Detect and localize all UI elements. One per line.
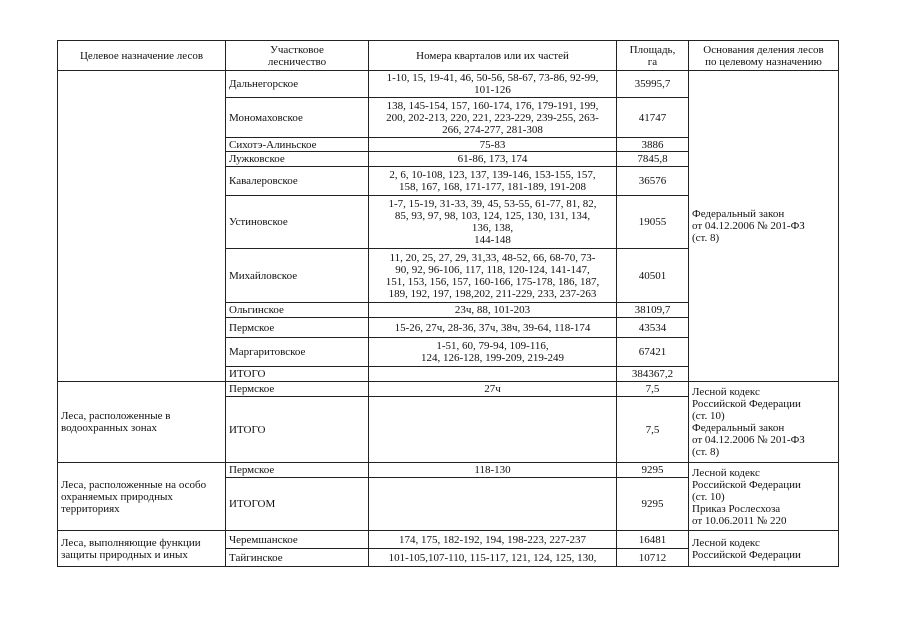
quarters-cell-empty [369,397,617,463]
quarters-cell: 61-86, 173, 174 [369,152,617,167]
purpose-cell: Леса, выполняющие функции защиты природных и иных [58,531,226,567]
quarters-cell: 1-7, 15-19, 31-33, 39, 45, 53-55, 61-77, 81, 82, 85, 93, 97, 98, 103, 124, 125, 130, 131, 134, 136, 138, 144-148 [369,196,617,249]
area-cell: 3886 [617,138,689,152]
quarters-cell: 2, 6, 10-108, 123, 137, 139-146, 153-155, 157, 158, 167, 168, 171-177, 181-189, 191-208 [369,167,617,196]
table-row [58,463,839,478]
district-cell: Сихотэ-Алиньское [226,138,369,152]
district-cell: Черемшанское [226,531,369,549]
district-cell: Дальнегорское [226,71,369,98]
header-purpose: Целевое назначение лесов [58,41,226,71]
district-cell: Михайловское [226,249,369,303]
total-label: ИТОГО [226,397,369,463]
quarters-cell: 15-26, 27ч, 28-36, 37ч, 38ч, 39-64, 118-174 [369,318,617,338]
header-row [58,41,839,71]
district-cell: Пермское [226,463,369,478]
area-cell: 16481 [617,531,689,549]
basis-cell: Лесной кодекс Российской Федерации (ст. 10) Федеральный закон от 04.12.2006 № 201-ФЗ (ст. 8) [689,382,839,463]
purpose-cell-empty [58,71,226,382]
district-cell: Пермское [226,382,369,397]
area-cell: 38109,7 [617,303,689,318]
district-cell: Кавалеровское [226,167,369,196]
quarters-cell: 11, 20, 25, 27, 29, 31,33, 48-52, 66, 68-70, 73- 90, 92, 96-106, 117, 118, 120-124, 141-147, 151, 153, 156, 157, 160-166, 175-178, 186, 187, 189, 192, 197, 198,202, 211-229, 233, 237-263 [369,249,617,303]
area-cell: 19055 [617,196,689,249]
total-area: 384367,2 [617,367,689,382]
basis-cell: Лесной кодекс Российской Федерации (ст. 10) Приказ Рослесхоза от 10.06.2011 № 220 [689,463,839,531]
quarters-cell: 27ч [369,382,617,397]
area-cell: 7845,8 [617,152,689,167]
total-label: ИТОГОМ [226,478,369,531]
district-cell: Мономаховское [226,98,369,138]
header-basis: Основания деления лесов по целевому назначению [689,41,839,71]
quarters-cell: 101-105,107-110, 115-117, 121, 124, 125, 130, [369,549,617,567]
district-cell: Лужковское [226,152,369,167]
table-row [58,531,839,549]
area-cell: 7,5 [617,382,689,397]
quarters-cell-empty [369,478,617,531]
total-area: 9295 [617,478,689,531]
basis-cell: Лесной кодекс Российской Федерации [689,531,839,567]
area-cell: 9295 [617,463,689,478]
purpose-cell: Леса, расположенные на особо охраняемых природных территориях [58,463,226,531]
quarters-cell: 23ч, 88, 101-203 [369,303,617,318]
district-cell: Маргаритовское [226,338,369,367]
quarters-cell-empty [369,367,617,382]
quarters-cell: 138, 145-154, 157, 160-174, 176, 179-191, 199, 200, 202-213, 220, 221, 223-229, 239-255, 263- 266, 274-277, 281-308 [369,98,617,138]
basis-cell: Федеральный закон от 04.12.2006 № 201-ФЗ (ст. 8) [689,71,839,382]
purpose-cell: Леса, расположенные в водоохранных зонах [58,382,226,463]
area-cell: 67421 [617,338,689,367]
header-area: Площадь, га [617,41,689,71]
area-cell: 43534 [617,318,689,338]
header-quarters: Номера кварталов или их частей [369,41,617,71]
district-cell: Ольгинское [226,303,369,318]
quarters-cell: 1-10, 15, 19-41, 46, 50-56, 58-67, 73-86, 92-99, 101-126 [369,71,617,98]
quarters-cell: 174, 175, 182-192, 194, 198-223, 227-237 [369,531,617,549]
table-row [58,382,839,397]
table-row [58,71,839,98]
forest-purpose-table [57,40,839,567]
area-cell: 36576 [617,167,689,196]
total-area: 7,5 [617,397,689,463]
quarters-cell: 75-83 [369,138,617,152]
header-district: Участковое лесничество [226,41,369,71]
area-cell: 41747 [617,98,689,138]
district-cell: Устиновское [226,196,369,249]
district-cell: Тайгинское [226,549,369,567]
area-cell: 35995,7 [617,71,689,98]
district-cell: Пермское [226,318,369,338]
area-cell: 10712 [617,549,689,567]
total-label: ИТОГО [226,367,369,382]
area-cell: 40501 [617,249,689,303]
quarters-cell: 1-51, 60, 79-94, 109-116, 124, 126-128, 199-209, 219-249 [369,338,617,367]
quarters-cell: 118-130 [369,463,617,478]
